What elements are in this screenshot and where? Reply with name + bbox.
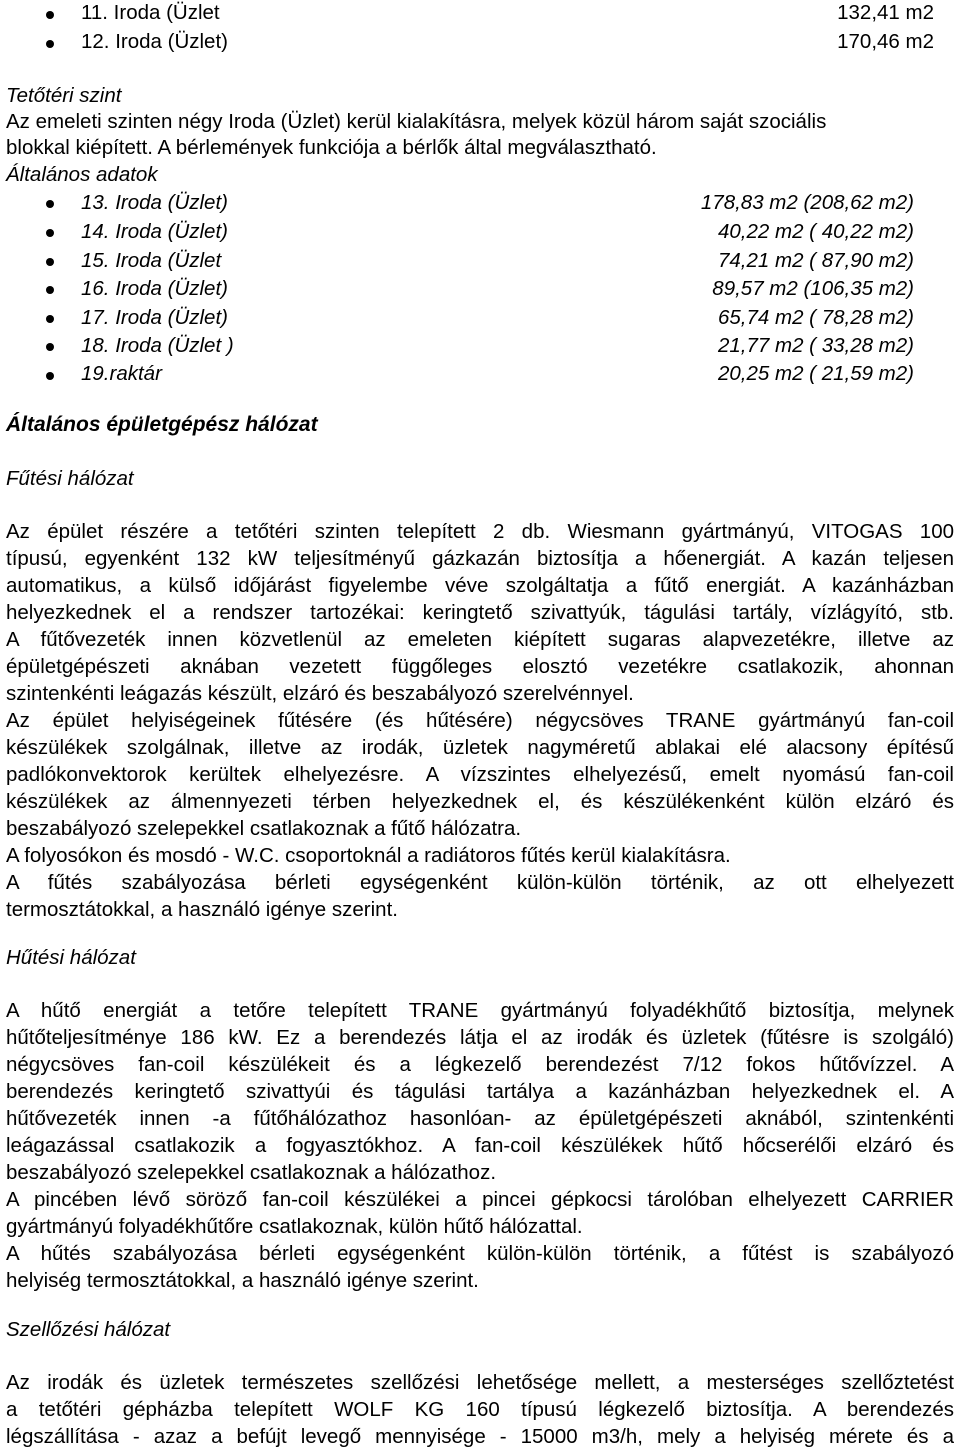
text-line: típusú, egyenként 132 kW teljesítményű gázkazán biztosítja a hőenergiát. A kazán teljesen: [6, 547, 954, 570]
text-line: leágazással csatlakozik a fogyasztókhoz. A fan-coil készülékek hűtő hőcserélői elzáró és: [6, 1134, 954, 1157]
text-line: légszállítása - azaz a befújt levegő mennyisége - 15000 m3/h, mely a helyiség mérete és a: [6, 1425, 954, 1448]
cooling-paragraph: [6, 997, 954, 1294]
text-line: a tetőtéri gépházba telepített WOLF KG 160 típusú légkezelő biztosítja. A berendezés: [6, 1398, 954, 1421]
bullet-icon: [46, 343, 54, 351]
list-item-area: 65,74 m2 ( 78,28 m2): [718, 306, 914, 329]
list-item-label: 18. Iroda (Üzlet ): [81, 334, 234, 357]
bullet-icon: [46, 40, 54, 48]
list-item-label: 17. Iroda (Üzlet): [81, 306, 228, 329]
text-line: beszabályozó szelepekkel csatlakoznak a hálózathoz.: [6, 1161, 497, 1184]
text-line: berendezés keringtető szivattyúi és tágulási tartálya a kazánházban helyezkednek el. A: [6, 1080, 954, 1103]
general-data-title: Általános adatok: [6, 163, 158, 186]
text-line: Az épület helyiségeinek fűtésére (és hűtésére) négycsöves TRANE gyártmányú fan-coil: [6, 709, 954, 732]
cooling-title: Hűtési hálózat: [6, 946, 136, 969]
bullet-icon: [46, 258, 54, 266]
text-line: A fűtővezeték innen közvetlenül az emeleten kiépített sugaras alapvezetékre, illetve az: [6, 628, 954, 651]
text-line: helyezkednek el a rendszer tartozékai: keringtető szivattyúk, tágulási tartály, vízlágyító, stb.: [6, 601, 954, 624]
list-item-label: 13. Iroda (Üzlet): [81, 191, 228, 214]
attic-text-2: blokkal kiépített. A bérlemények funkciója a bérlők által megválasztható.: [6, 136, 657, 159]
bullet-icon: [46, 229, 54, 237]
list-item-label: 11. Iroda (Üzlet: [81, 1, 220, 24]
text-line: A hűtő energiát a tetőre telepített TRANE gyártmányú folyadékhűtő biztosítja, melynek: [6, 999, 954, 1022]
list-item-area: 21,77 m2 ( 33,28 m2): [718, 334, 914, 357]
bullet-icon: [46, 286, 54, 294]
list-item-label: 15. Iroda (Üzlet: [81, 249, 222, 272]
heating-paragraph: [6, 518, 954, 923]
ventilation-title: Szellőzési hálózat: [6, 1318, 171, 1341]
text-line: készülékek az álmennyezeti térben helyezkednek el, és készülékenként külön elzáró és: [6, 790, 954, 813]
text-line: A pincében lévő söröző fan-coil készülékei a pincei gépkocsi tárolóban elhelyezett CARRIER: [6, 1188, 954, 1211]
text-line: hűtővezeték innen -a fűtőhálózathoz hasonlóan- az épületgépészeti aknából, szintenkénti: [6, 1107, 954, 1130]
list-item-area: 20,25 m2 ( 21,59 m2): [718, 362, 914, 385]
text-line: négycsöves fan-coil készülékeit és a légkezelő berendezést 7/12 fokos hűtővízzel. A: [6, 1053, 954, 1076]
ventilation-paragraph: [6, 1369, 954, 1450]
bullet-icon: [46, 372, 54, 380]
bullet-icon: [46, 315, 54, 323]
bullet-icon: [46, 11, 54, 19]
list-item-area: 170,46 m2: [837, 30, 934, 53]
list-item-area: 89,57 m2 (106,35 m2): [712, 277, 914, 300]
list-item-area: 40,22 m2 ( 40,22 m2): [718, 220, 914, 243]
text-line: készülékek szolgálnak, illetve az irodák, üzletek nagyméretű ablakai elé alacsony építésű: [6, 736, 954, 759]
section-heading: Általános épületgépész hálózat: [6, 413, 318, 436]
attic-title: Tetőtéri szint: [6, 84, 122, 107]
text-line: beszabályozó szelepekkel csatlakoznak a fűtő hálózatra.: [6, 817, 522, 840]
text-line: A hűtés szabályozása bérleti egységenként külön-külön történik, a fűtést is szabályozó: [6, 1242, 954, 1265]
text-line: gyártmányú folyadékhűtőre csatlakoznak, külön hűtő hálózattal.: [6, 1215, 583, 1238]
text-line: A fűtés szabályozása bérleti egységenként külön-külön történik, az ott elhelyezett: [6, 871, 954, 894]
heating-title: Fűtési hálózat: [6, 467, 134, 490]
list-item-area: 178,83 m2 (208,62 m2): [700, 191, 914, 214]
text-line: épületgépészeti aknában vezetett függőleges elosztó vezetékre csatlakozik, ahonnan: [6, 655, 954, 678]
list-item-label: 12. Iroda (Üzlet): [81, 30, 228, 53]
text-line: hűtőteljesítménye 186 kW. Ez a berendezés látja el az irodák és üzletek (fűtésre is szolgáló): [6, 1026, 954, 1049]
bullet-icon: [46, 200, 54, 208]
list-item-label: 19.raktár: [81, 362, 162, 385]
attic-text-1: Az emeleti szinten négy Iroda (Üzlet) kerül kialakításra, melyek közül három saját szociális: [6, 110, 827, 133]
list-item-area: 132,41 m2: [837, 1, 934, 24]
text-line: Az épület részére a tetőtéri szinten telepített 2 db. Wiesmann gyártmányú, VITOGAS 100: [6, 520, 954, 543]
list-item-label: 14. Iroda (Üzlet): [81, 220, 228, 243]
text-line: termosztátokkal, a használó igénye szerint.: [6, 898, 398, 921]
text-line: helyiség termosztátokkal, a használó igénye szerint.: [6, 1269, 479, 1292]
text-line: padlókonvektorok kerültek elhelyezésre. A vízszintes elhelyezésű, emelt nyomású fan-coil: [6, 763, 954, 786]
text-line: A folyosókon és mosdó - W.C. csoportoknál a radiátoros fűtés kerül kialakításra.: [6, 844, 731, 867]
text-line: Az irodák és üzletek természetes szellőzési lehetősége mellett, a mesterséges szellőztetést: [6, 1371, 954, 1394]
list-item-label: 16. Iroda (Üzlet): [81, 277, 228, 300]
text-line: szintenkénti leágazás készült, elzáró és beszabályozó szerelvénnyel.: [6, 682, 634, 705]
text-line: automatikus, a külső időjárást figyelembe véve szolgáltatja a fűtő energiát. A kazánházban: [6, 574, 954, 597]
list-item-area: 74,21 m2 ( 87,90 m2): [718, 249, 914, 272]
